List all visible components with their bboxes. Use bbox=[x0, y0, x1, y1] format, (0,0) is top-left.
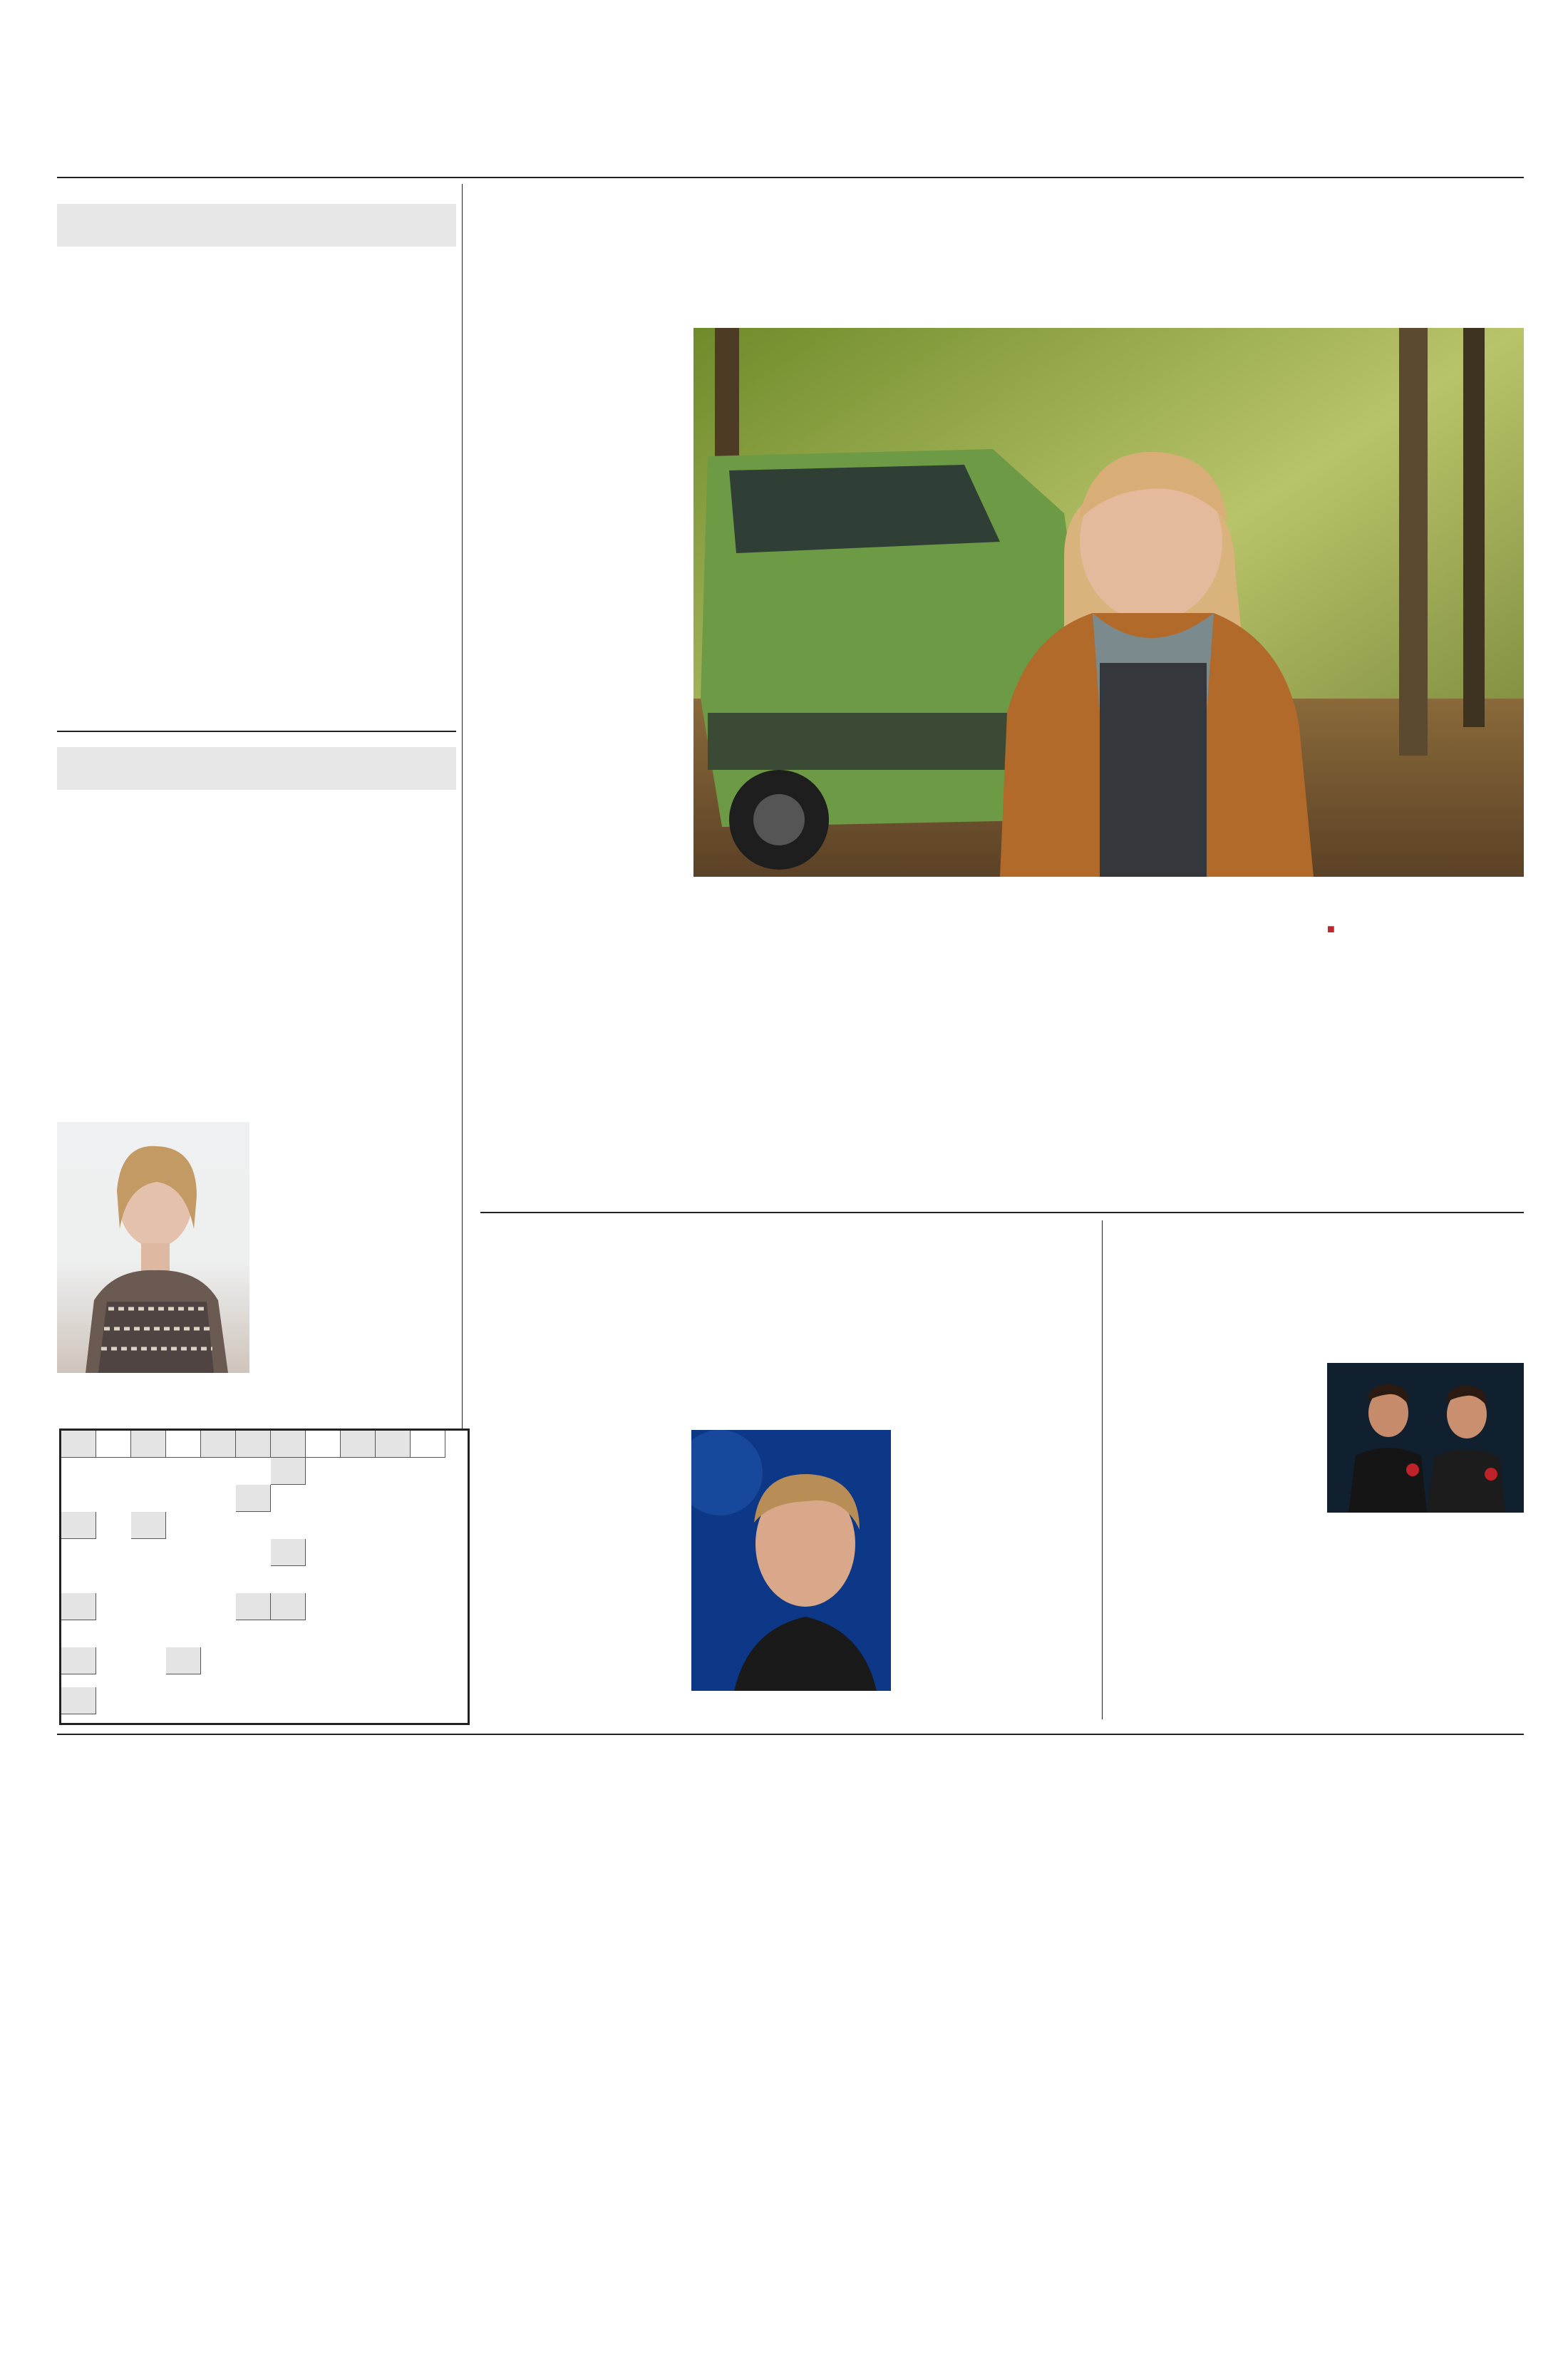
crossword-clue bbox=[61, 1431, 96, 1458]
crossword-cell[interactable] bbox=[96, 1431, 131, 1458]
rubric-menschen bbox=[57, 747, 456, 790]
panzer-col3 bbox=[904, 1326, 1099, 1346]
tv-rule bbox=[57, 1734, 1524, 1735]
crossword-cell[interactable] bbox=[166, 1431, 201, 1458]
crossword-clue bbox=[271, 1593, 306, 1620]
levshin-photo bbox=[57, 1122, 249, 1373]
crossword-puzzle[interactable] bbox=[59, 1429, 470, 1725]
lead-col5 bbox=[1327, 920, 1524, 940]
crossword-clue bbox=[61, 1512, 96, 1539]
crossword-clue bbox=[376, 1431, 411, 1458]
crossword-solution bbox=[306, 1593, 463, 1595]
crossword-clue bbox=[131, 1431, 166, 1458]
bachelors-photo bbox=[1327, 1363, 1524, 1513]
crossword-clue bbox=[61, 1647, 96, 1674]
grunewald-photo bbox=[693, 328, 1524, 877]
column-divider-2 bbox=[1102, 1220, 1103, 1719]
crossword-clue bbox=[61, 1687, 96, 1714]
crossword-clue bbox=[341, 1431, 376, 1458]
crossword-clue bbox=[61, 1593, 96, 1620]
levshin-caption bbox=[57, 1381, 68, 1399]
crossword-clue bbox=[166, 1647, 201, 1674]
crossword-clue bbox=[236, 1593, 271, 1620]
crossword-clue bbox=[271, 1539, 306, 1566]
masthead-rule bbox=[57, 177, 1524, 178]
rtl-col1b bbox=[1116, 1537, 1319, 1557]
gesehen-col1 bbox=[57, 364, 248, 368]
rubric-gesehen bbox=[57, 204, 456, 247]
lead-col4 bbox=[1120, 920, 1313, 940]
crossword-clue bbox=[201, 1431, 236, 1458]
crossword-clue bbox=[236, 1431, 271, 1458]
airtime-note: ■ bbox=[1327, 922, 1335, 936]
lead-col1 bbox=[480, 364, 683, 423]
rtl-col1 bbox=[1116, 1363, 1319, 1367]
crossword-cell[interactable] bbox=[411, 1431, 445, 1458]
panzer-col1 bbox=[480, 1326, 680, 1346]
crossword-clue bbox=[271, 1458, 306, 1485]
crossword-cell[interactable] bbox=[306, 1431, 341, 1458]
section-rule bbox=[480, 1212, 1524, 1213]
schuetter-photo bbox=[691, 1430, 891, 1691]
crossword-clue bbox=[236, 1485, 271, 1512]
crossword-clue bbox=[271, 1431, 306, 1458]
section-rule bbox=[57, 731, 456, 732]
crossword-clue bbox=[131, 1512, 166, 1539]
